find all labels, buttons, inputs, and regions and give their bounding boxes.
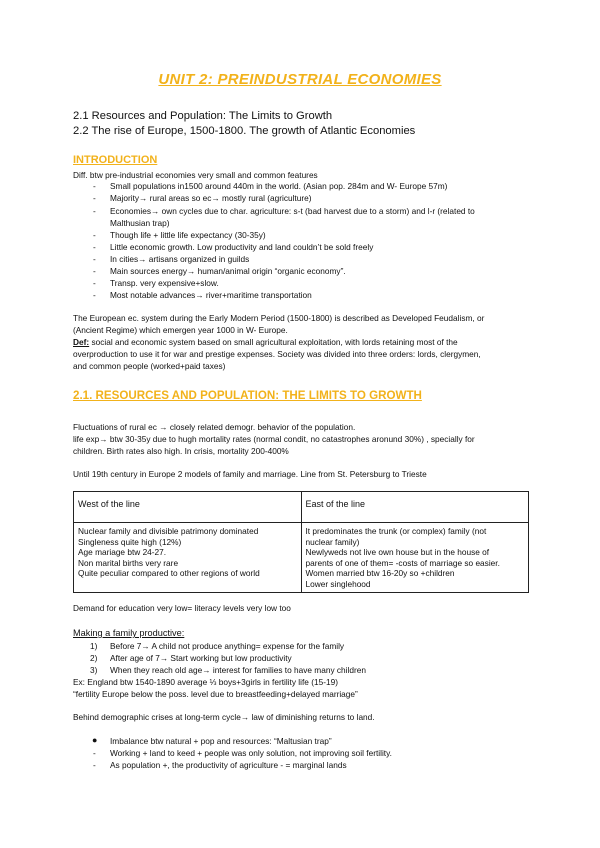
dash-marker: - [93, 748, 96, 758]
section-2-1-heading: 2.1. RESOURCES AND POPULATION: THE LIMITS TO GROWTH [73, 389, 422, 402]
intro-paragraph-line: (Ancient Regime) which emergen year 1000 in W- Europe. [73, 325, 288, 335]
intro-lead: Diff. btw pre-industrial economies very small and common features [73, 170, 318, 180]
list-item: After age of 7→ Start working but low productivity [110, 653, 292, 663]
definition-text: social and economic system based on small agricultural exploitation, with lords retaining most of the [89, 337, 458, 347]
intro-heading: INTRODUCTION [73, 154, 158, 166]
dash-marker: - [93, 290, 96, 300]
table-cell-east [301, 523, 529, 593]
definition-line: and common people (worked+paid taxes) [73, 361, 226, 371]
family-productive-heading: Making a family productive: [73, 628, 185, 638]
table-line: parents of one of them= -costs of marriage so easier. [305, 557, 500, 568]
definition-line [73, 337, 458, 348]
table-header-west: West of the line [74, 492, 302, 523]
dash-marker: - [93, 278, 96, 288]
dash-marker: - [93, 206, 96, 216]
item-number: 3) [90, 665, 98, 675]
intro-paragraph-line: The European ec. system during the Early Modern Period (1500-1800) is described as Developed Feudalism, or [73, 313, 485, 323]
list-item: As population +, the productivity of agriculture - = marginal lands [110, 760, 347, 770]
definition-line: overproduction to use it for war and prestige expenses. Society was divided into three orders: lords, clergymen, [73, 349, 481, 359]
item-number: 1) [90, 641, 98, 651]
dash-marker: - [93, 181, 96, 191]
list-item: Imbalance btw natural + pop and resources: “Maltusian trap” [110, 736, 332, 746]
behind-line: Behind demographic crises at long-term cycle→ law of diminishing returns to land. [73, 712, 375, 722]
list-item: When they reach old age→ interest for families to have many children [110, 665, 366, 675]
table-line: Age mariage btw 24-27. [78, 547, 167, 557]
table-header-east: East of the line [301, 492, 529, 523]
dash-marker: - [93, 254, 96, 264]
list-item: Small populations in1500 around 440m in the world. (Asian pop. 284m and W- Europe 57m) [110, 181, 448, 191]
subtitle-2-1: 2.1 Resources and Population: The Limits to Growth [73, 110, 333, 122]
list-item: Transp. very expensive+slow. [110, 278, 219, 288]
table-line: Newlyweds not live own house but in the house of [305, 547, 490, 557]
demand-line: Demand for education very low= literacy levels very low too [73, 603, 291, 613]
models-line: Until 19th century in Europe 2 models of family and marriage. Line from St. Petersburg to Trieste [73, 469, 427, 479]
family-models-table [73, 491, 529, 593]
example-line: Ex: England btw 1540-1890 average ⅓ boys+3girls in fertility life (15-19) [73, 677, 338, 687]
list-item: Main sources energy→ human/animal origin “organic economy”. [110, 266, 346, 276]
table-row [74, 523, 529, 593]
dash-marker: - [93, 242, 96, 252]
table-line: Singleness quite high (12%) [78, 536, 182, 547]
table-line: Nuclear family and divisible patrimony dominated [78, 526, 259, 536]
dash-marker: - [93, 266, 96, 276]
list-item: Most notable advances→ river+maritime transportation [110, 290, 312, 300]
bullet-marker: ● [92, 735, 98, 745]
dash-marker: - [93, 230, 96, 240]
section-line: life exp→ btw 30-35y due to hugh mortality rates (normal condit, no catastrophes aronund 30%) , specially for [73, 434, 475, 444]
table-line: Lower singlehood [305, 578, 371, 589]
table-line: Women married btw 16-20y so +children [305, 568, 455, 578]
item-number: 2) [90, 653, 98, 663]
section-line: children. Birth rates also high. In crisis, mortality 200-400% [73, 446, 289, 456]
list-item: Majority→ rural areas so ec→ mostly rural (agriculture) [110, 193, 312, 203]
table-line: Quite peculiar compared to other regions of world [78, 568, 260, 578]
section-line: Fluctuations of rural ec → closely related demogr. behavior of the population. [73, 422, 356, 432]
list-item: Before 7→ A child not produce anything= expense for the family [110, 641, 345, 651]
list-item: Economies→ own cycles due to char. agriculture: s-t (bad harvest due to a storm) and l-r (related to [110, 206, 475, 216]
page-title: UNIT 2: PREINDUSTRIAL ECONOMIES [158, 71, 442, 88]
list-item-continuation: Malthusian trap) [110, 218, 170, 228]
definition-label: Def: [73, 337, 90, 347]
list-item: In cities→ artisans organized in guilds [110, 254, 250, 264]
subtitle-2-2: 2.2 The rise of Europe, 1500-1800. The growth of Atlantic Economies [73, 125, 416, 137]
table-line: Non marital births very rare [78, 557, 179, 568]
list-item: Working + land to keed + people was only solution, not improving soil fertility. [110, 748, 392, 758]
table-line: nuclear family) [305, 536, 360, 547]
list-item: Little economic growth. Low productivity and land couldn’t be sold freely [110, 242, 374, 252]
table-cell-west [74, 523, 302, 593]
example-line: “fertility Europe below the poss. level due to breastfeeding+delayed marriage” [73, 689, 358, 699]
dash-marker: - [93, 760, 96, 770]
dash-marker: - [93, 193, 96, 203]
table-header-row [74, 492, 529, 523]
table-line: It predominates the trunk (or complex) family (not [305, 526, 487, 536]
list-item: Though life + little life expectancy (30-35y) [110, 230, 266, 240]
